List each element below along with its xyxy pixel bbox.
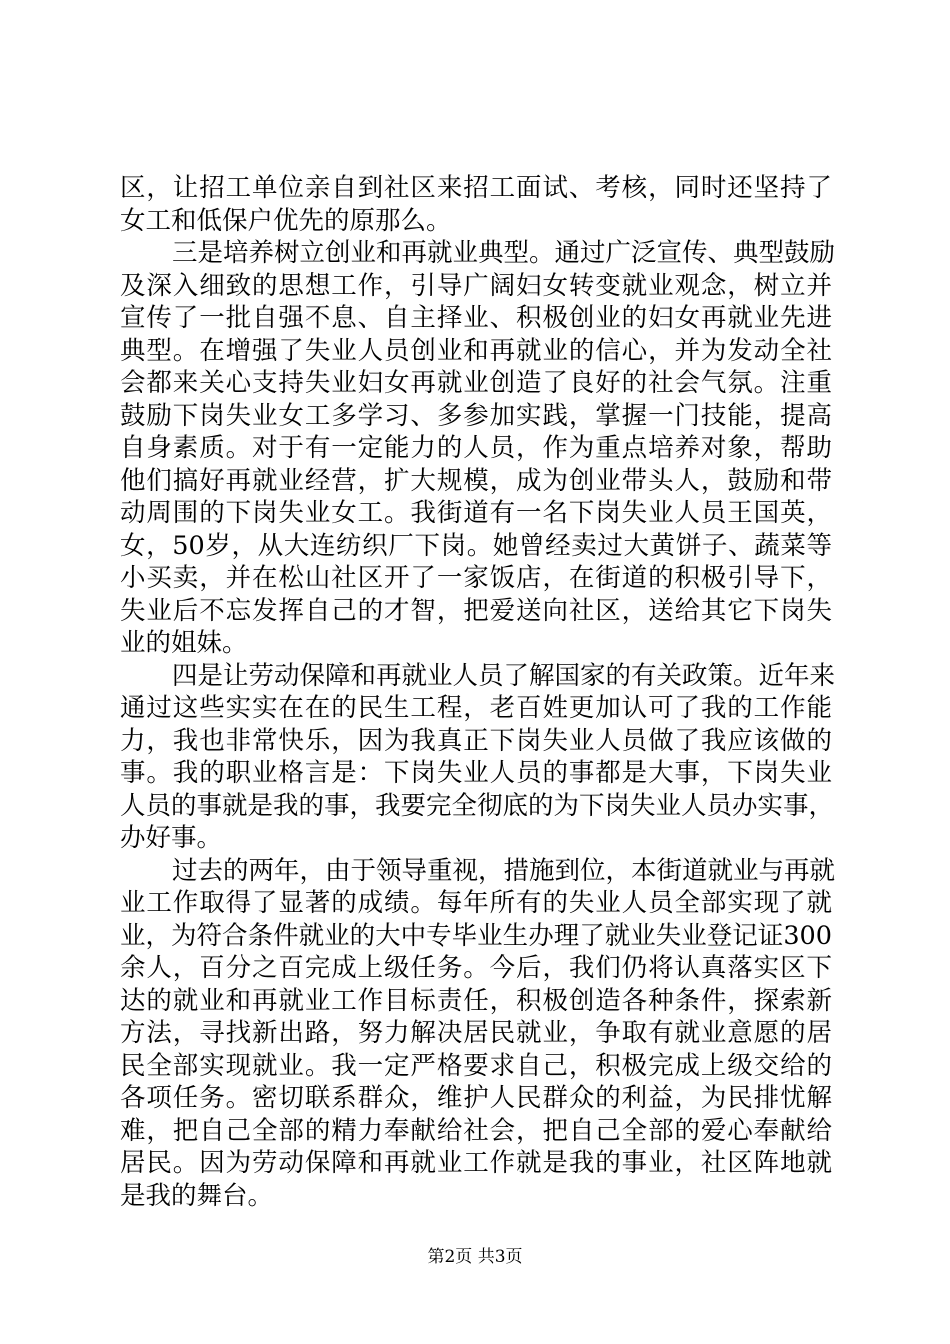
text-line: 业工作取得了显著的成绩。每年所有的失业人员全部实现了就 [120, 888, 832, 918]
paragraph [120, 237, 836, 660]
document-body [120, 172, 836, 1212]
paragraph [120, 660, 836, 855]
text-line: 办好事。 [120, 823, 223, 853]
text-line: 三是培养树立创业和再就业典型。通过广泛宣传、典型鼓励 [172, 238, 836, 268]
page-footer: 第2页 共3页 [427, 1247, 523, 1267]
text-line: 业的姐妹。 [120, 628, 248, 658]
text-line: 女工和低保户优先的原那么。 [120, 205, 452, 236]
text-line: 力，我也非常快乐，因为我真正下岗失业人员做了我应该做的 [120, 725, 832, 756]
text-line: 典型。在增强了失业人员创业和再就业的信心，并为发动全社 [120, 335, 832, 366]
text-line: 达的就业和再就业工作目标责任，积极创造各种条件，探索新 [120, 985, 832, 1016]
text-line: 余人，百分之百完成上级任务。今后，我们仍将认真落实区下 [120, 953, 832, 983]
text-line: 居民。因为劳动保障和再就业工作就是我的事业，社区阵地就 [120, 1148, 832, 1178]
text-line: 业，为符合条件就业的大中专毕业生办理了就业失业登记证300 [120, 920, 832, 951]
text-line: 四是让劳动保障和再就业人员了解国家的有关政策。近年来 [172, 660, 836, 691]
text-line: 方法，寻找新出路，努力解决居民就业，争取有就业意愿的居 [120, 1018, 832, 1048]
text-line: 各项任务。密切联系群众，维护人民群众的利益，为民排忧解 [120, 1083, 832, 1113]
text-line: 女，50岁，从大连纺织厂下岗。她曾经卖过大黄饼子、蔬菜等 [120, 530, 832, 561]
text-line: 难，把自己全部的精力奉献给社会，把自己全部的爱心奉献给 [120, 1115, 832, 1146]
text-line: 宣传了一批自强不息、自主择业、积极创业的妇女再就业先进 [120, 303, 832, 333]
paragraph [120, 172, 832, 237]
paragraph [120, 855, 836, 1213]
text-line: 是我的舞台。 [120, 1180, 274, 1211]
text-line: 失业后不忘发挥自己的才智，把爱送向社区，送给其它下岗失 [120, 595, 832, 626]
text-line: 及深入细致的思想工作，引导广阔妇女转变就业观念，树立并 [120, 270, 832, 301]
text-line: 小买卖，并在松山社区开了一家饭店，在街道的积极引导下， [120, 563, 832, 593]
text-line: 动周围的下岗失业女工。我街道有一名下岗失业人员王国英， [120, 498, 832, 528]
text-line: 他们搞好再就业经营，扩大规模，成为创业带头人，鼓励和带 [120, 465, 832, 496]
text-line: 区，让招工单位亲自到社区来招工面试、考核，同时还坚持了 [120, 173, 832, 203]
text-line: 过去的两年，由于领导重视，措施到位，本街道就业与再就 [172, 855, 836, 886]
text-line: 会都来关心支持失业妇女再就业创造了良好的社会气氛。注重 [120, 368, 832, 398]
text-line: 事。我的职业格言是：下岗失业人员的事都是大事，下岗失业 [120, 758, 832, 788]
text-line: 自身素质。对于有一定能力的人员，作为重点培养对象，帮助 [120, 433, 832, 463]
text-line: 人员的事就是我的事，我要完全彻底的为下岗失业人员办实事， [120, 790, 835, 821]
text-line: 通过这些实实在在的民生工程，老百姓更加认可了我的工作能 [120, 693, 832, 723]
text-line: 民全部实现就业。我一定严格要求自己，积极完成上级交给的 [120, 1050, 832, 1081]
text-line: 鼓励下岗失业女工多学习、多参加实践，掌握一门技能，提高 [120, 400, 832, 431]
